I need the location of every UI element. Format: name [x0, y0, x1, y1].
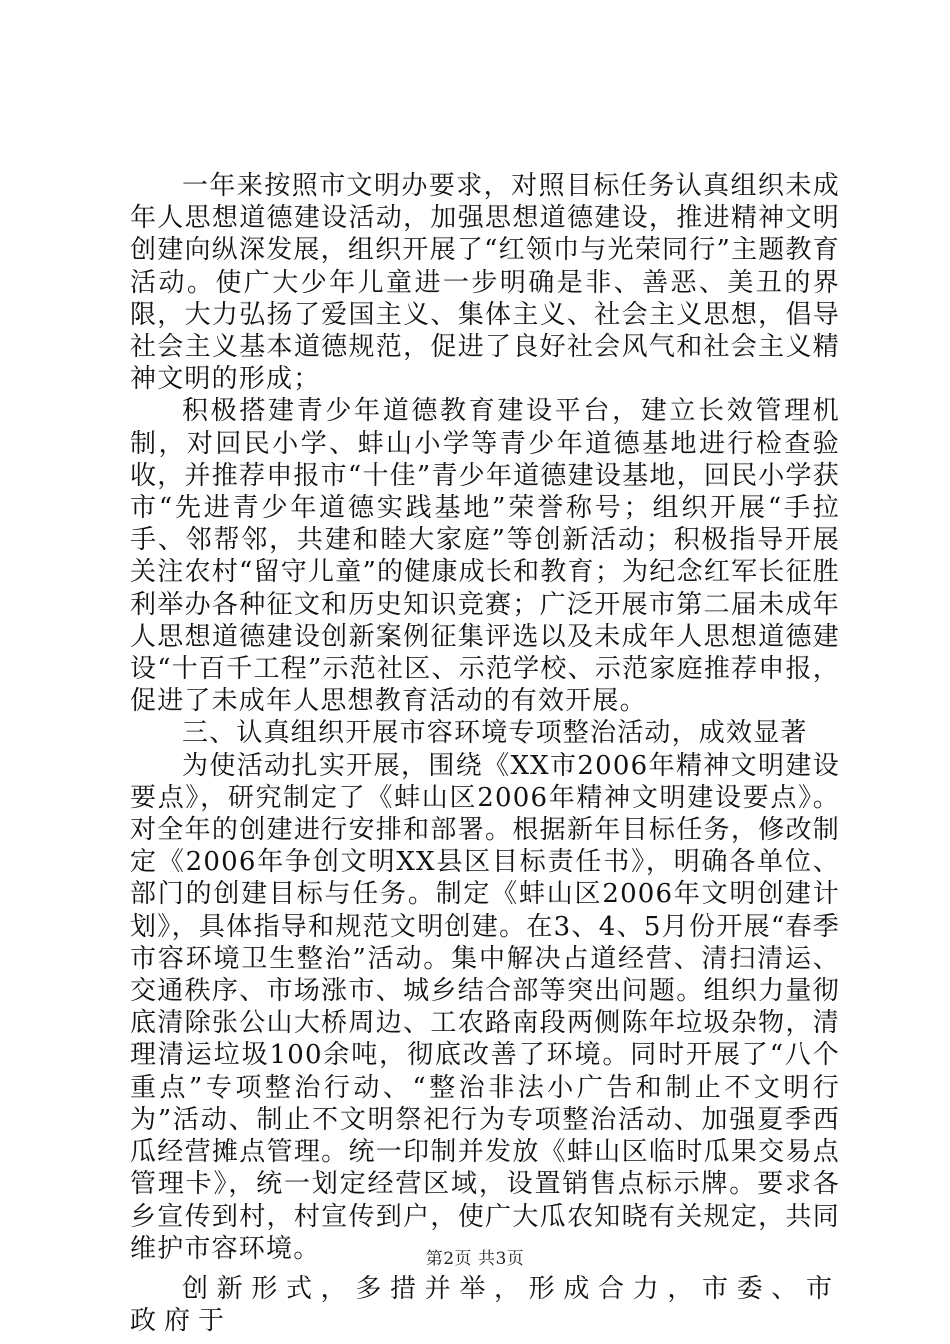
- document-body: [130, 170, 840, 1337]
- paragraph-youth-moral-platform: 积极搭建青少年道德教育建设平台，建立长效管理机制，对回民小学、蚌山小学等青少年道德基地进行检查验收，并推荐申报市“十佳”青少年道德建设基地，回民小学获市“先进青少年道德实践基地”荣誉称号；组织开展“手拉手、邻帮邻，共建和睦大家庭”等创新活动；积极指导开展关注农村“留守儿童”的健康成长和教育；为纪念红军长征胜利举办各种征文和历史知识竞赛；广泛开展市第二届未成年人思想道德建设创新案例征集评选以及未成年人思想道德建设“十百千工程”示范社区、示范学校、示范家庭推荐申报，促进了未成年人思想教育活动的有效开展。: [130, 396, 840, 717]
- paragraph-minors-moral-education: 一年来按照市文明办要求，对照目标任务认真组织未成年人思想道德建设活动，加强思想道德建设，推进精神文明创建向纵深发展，组织开展了“红领巾与光荣同行”主题教育活动。使广大少年儿童进一步明确是非、善恶、美丑的界限，大力弘扬了爱国主义、集体主义、社会主义思想，倡导社会主义基本道德规范，促进了良好社会风气和社会主义精神文明的形成；: [130, 171, 840, 395]
- paragraph-innovation-forms: 创新形式，多措并举，形成合力，市委、市政府于: [130, 1273, 840, 1337]
- paragraph-city-environment-rectification: 为使活动扎实开展，围绕《XX市2006年精神文明建设要点》，研究制定了《蚌山区2006年精神文明建设要点》。对全年的创建进行安排和部署。根据新年目标任务，修改制定《2006年争创文明XX县区目标责任书》，明确各单位、部门的创建目标与任务。制定《蚌山区2006年文明创建计划》，具体指导和规范文明创建。在3、4、5月份开展“春季市容环境卫生整治”活动。集中解决占道经营、清扫清运、交通秩序、市场涨市、城乡结合部等突出问题。组织力量彻底清除张公山大桥周边、工农路南段两侧陈年垃圾杂物，清理清运垃圾100余吨，彻底改善了环境。同时开展了“八个重点”专项整治行动、“整治非法小广告和制止不文明行为”活动、制止不文明祭祀行为专项整治活动、加强夏季西瓜经营摊点管理。统一印制并发放《蚌山区临时瓜果交易点管理卡》，统一划定经营区域，设置销售点标示牌。要求各乡宣传到村，村宣传到户，使广大瓜农知晓有关规定，共同维护市容环境。: [130, 750, 840, 1264]
- section-heading: 三、认真组织开展市容环境专项整治活动，成效显著: [182, 718, 808, 749]
- page-number-footer: 第2页 共3页: [425, 1249, 525, 1269]
